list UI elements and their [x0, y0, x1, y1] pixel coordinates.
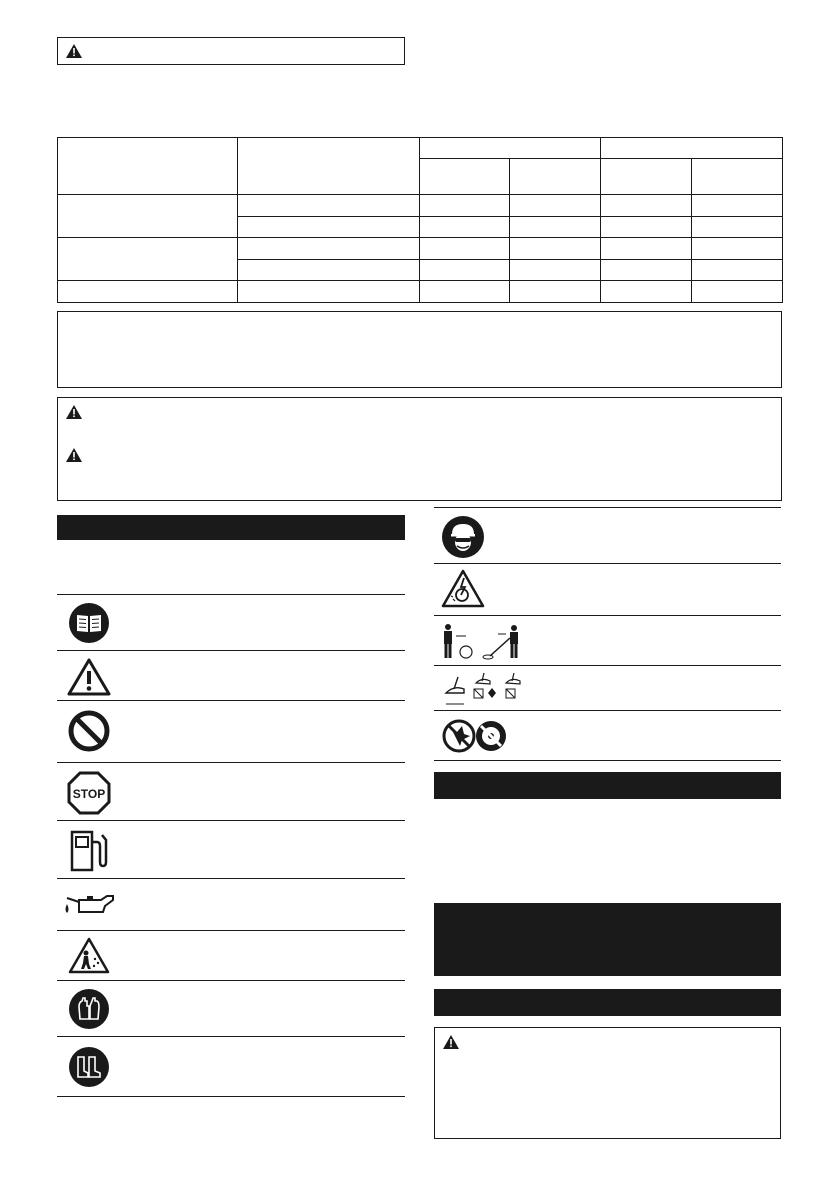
table-row — [58, 281, 783, 303]
table-subheader-cell — [692, 159, 783, 195]
specification-table — [57, 137, 783, 303]
section-header-symbols — [57, 515, 405, 540]
table-row — [58, 195, 783, 217]
notice-block-dark — [434, 903, 781, 976]
symbol-row — [434, 563, 781, 616]
warning-triangle-icon — [443, 1035, 459, 1049]
warning-triangle-icon — [66, 448, 82, 462]
warning-triangle-icon — [66, 405, 82, 419]
helmet-face-protection-icon — [442, 516, 484, 558]
symbol-row — [57, 594, 405, 651]
section-header-right-1 — [434, 772, 781, 799]
warning-box-top — [57, 37, 405, 65]
warning-triangle-icon — [66, 44, 82, 58]
falling-objects-icon — [68, 937, 110, 975]
symbol-row — [57, 650, 405, 701]
read-manual-icon — [69, 603, 109, 643]
table-subheader-cell — [510, 159, 601, 195]
caution-icon — [67, 658, 111, 696]
oil-can-icon — [63, 892, 115, 920]
warning-box-bottom — [434, 1027, 781, 1139]
symbol-row — [57, 762, 405, 821]
symbols-list-right — [434, 507, 781, 760]
symbol-row — [57, 878, 405, 931]
symbols-list-end-rule — [57, 1096, 405, 1097]
fuel-pump-icon — [69, 828, 109, 874]
keep-distance-icon — [440, 622, 526, 662]
gloves-icon — [69, 989, 109, 1029]
symbol-row — [57, 930, 405, 981]
table-subheader-cell — [420, 159, 510, 195]
table-row — [58, 238, 783, 260]
symbols-list-end-rule — [434, 760, 781, 761]
symbol-row — [434, 710, 781, 761]
warning-box-double — [57, 397, 782, 501]
stop-sign-icon — [67, 771, 111, 815]
symbol-row — [57, 820, 405, 879]
symbol-row — [434, 665, 781, 711]
symbols-list-left — [57, 594, 405, 1096]
prohibition-icon — [68, 710, 110, 752]
symbol-row — [57, 1036, 405, 1097]
symbol-row — [57, 700, 405, 763]
table-header-group — [601, 138, 783, 159]
kickback-warning-icon — [441, 569, 485, 609]
no-metal-blades-icon — [442, 671, 532, 707]
table-subheader-cell — [601, 159, 692, 195]
no-saw-blades-icon — [442, 718, 508, 754]
table-header-cell — [238, 138, 420, 195]
stop-sign-label: STOP — [72, 787, 106, 801]
symbol-row — [57, 980, 405, 1037]
safety-boots-icon — [69, 1047, 109, 1087]
table-header-cell — [58, 138, 238, 195]
table-header-group — [420, 138, 601, 159]
symbol-row — [434, 615, 781, 666]
section-header-right-2 — [434, 989, 781, 1016]
note-box — [57, 311, 782, 388]
symbol-row — [434, 507, 781, 564]
